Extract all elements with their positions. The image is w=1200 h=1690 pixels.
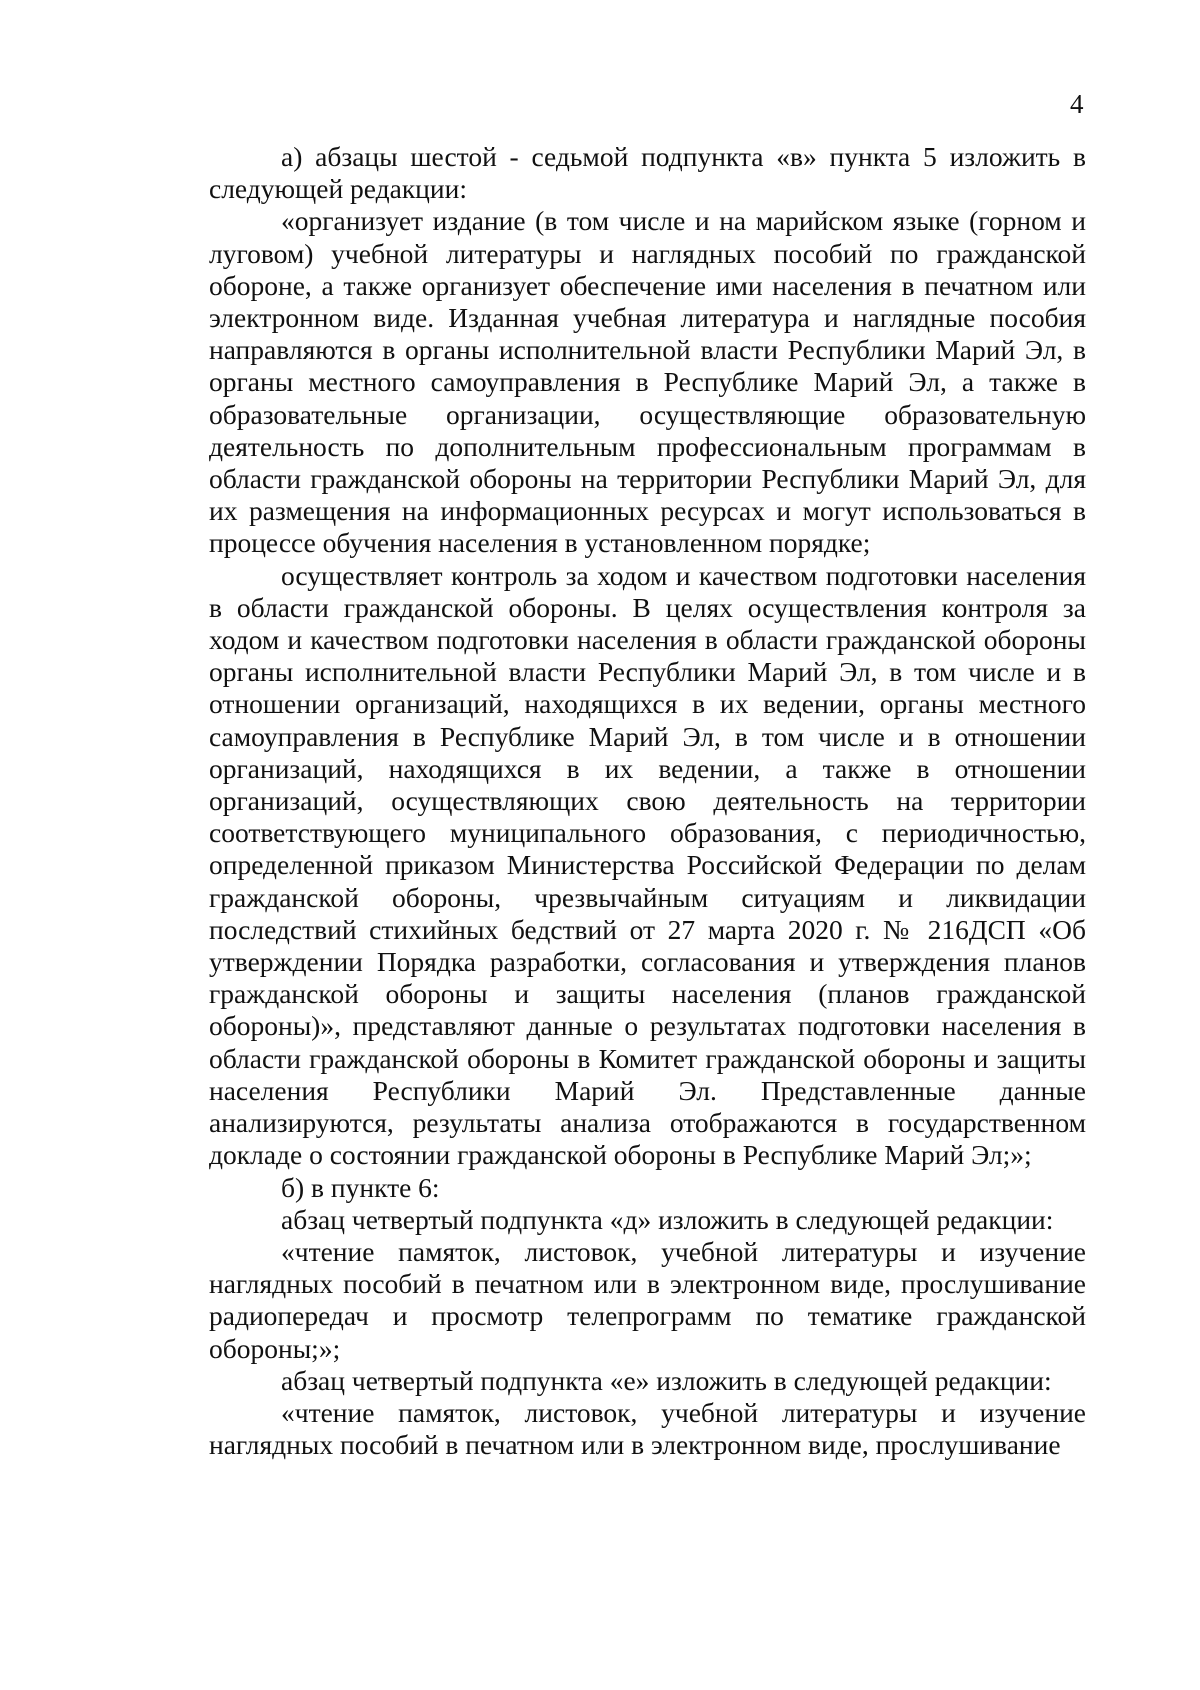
paragraph-control-training: осуществляет контроль за ходом и качеством подготовки населения в области гражданской обороны. В целях осуществления контроля за ходом и качеством подготовки населения в области гражданской обороны органы исполнительной власти Республики Марий Эл, в том числе и в отношении организаций, находящихся в их ведении, органы местного самоуправления в Республике Марий Эл, в том числе и в отношении организаций, находящихся в их ведении, а также в отношении организаций, осуществляющих свою деятельность на территории соответствующего муниципального образования, с периодичностью, определенной приказом Министерства Российской Федерации по делам гражданской обороны, чрезвычайным ситуациям и ликвидации последствий стихийных бедствий от 27 марта 2020 г. № 216ДСП «Об утверждении Порядка разработки, согласования и утверждения планов гражданской обороны и защиты населения (планов гражданской обороны)», представляют данные о результатах подготовки населения в области гражданской обороны в Комитет гражданской обороны и защиты населения Республики Марий Эл. Представленные данные анализируются, результаты анализа отображаются в государственном докладе о состоянии гражданской обороны в Республике Марий Эл;»; (209, 559, 1086, 1171)
page-number: 4 (1070, 89, 1084, 119)
paragraph-amendment-a: а) абзацы шестой - седьмой подпункта «в» пункта 5 изложить в следующей редакции: (209, 141, 1086, 205)
paragraph-subclause-e-heading: абзац четвертый подпункта «е» изложить в следующей редакции: (281, 1364, 1052, 1396)
paragraph-organizes-publication: «организует издание (в том числе и на марийском языке (горном и луговом) учебной литературы и наглядных пособий по гражданской обороне, а также организует обеспечение ими населения в печатном или электронном виде. Изданная учебная литература и наглядные пособия направляются в органы исполнительной власти Республики Марий Эл, в органы местного самоуправления в Республике Марий Эл, а также в образовательные организации, осуществляющие образовательную деятельность по дополнительным профессиональным программам в области гражданской обороны на территории Республики Марий Эл, для их размещения на информационных ресурсах и могут использоваться в процессе обучения населения в установленном порядке; (209, 205, 1086, 559)
paragraph-amendment-b: б) в пункте 6: (281, 1171, 440, 1203)
paragraph-subclause-d-heading: абзац четвертый подпункта «д» изложить в следующей редакции: (281, 1203, 1054, 1235)
paragraph-subclause-e-text: «чтение памяток, листовок, учебной литературы и изучение наглядных пособий в печатном или в электронном виде, прослушивание (209, 1396, 1086, 1461)
document-body (209, 141, 1086, 1461)
paragraph-subclause-d-text: «чтение памяток, листовок, учебной литературы и изучение наглядных пособий в печатном или в электронном виде, прослушивание радиопередач и просмотр телепрограмм по тематике гражданской обороны;»; (209, 1235, 1086, 1364)
